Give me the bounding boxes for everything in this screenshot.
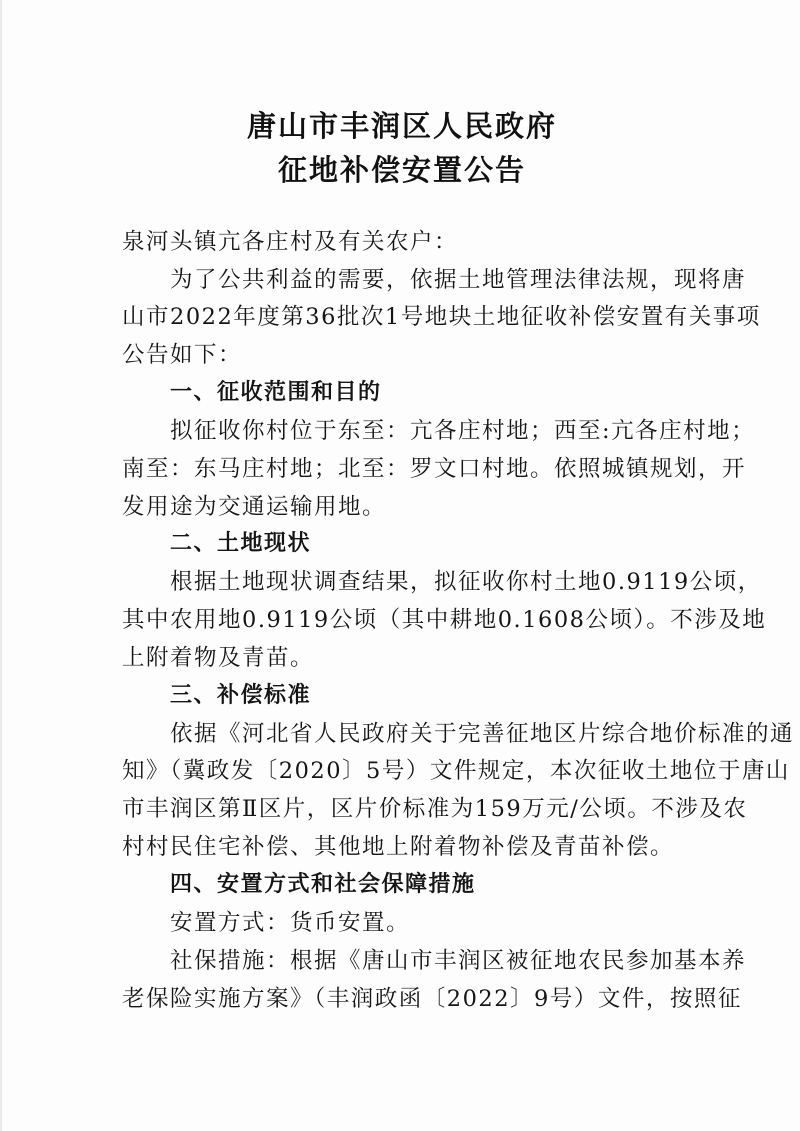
- paragraph-line: 安置方式：货币安置。: [170, 910, 411, 936]
- intro-line: 山市2022年度第36批次1号地块土地征收补偿安置有关事项: [122, 304, 761, 330]
- paragraph-line: 其中农用地0.9119公顷（其中耕地0.1608公顷）。不涉及地: [122, 607, 767, 633]
- addressee: 泉河头镇亢各庄村及有关农户：: [122, 229, 459, 255]
- paragraph-line: 老保险实施方案》（丰润政函〔2022〕9号）文件，按照征: [122, 986, 742, 1012]
- section-heading: 三、补偿标准: [170, 683, 312, 708]
- paragraph-line: 社保措施：根据《唐山市丰润区被征地农民参加基本养: [170, 948, 747, 974]
- paragraph-line: 知》（冀政发〔2020〕5号）文件规定，本次征收土地位于唐山: [122, 758, 790, 784]
- intro-line: 为了公共利益的需要，依据土地管理法律法规，现将唐: [170, 267, 747, 293]
- section-heading: 二、土地现状: [170, 531, 312, 556]
- paragraph-line: 发用途为交通运输用地。: [122, 494, 387, 520]
- paragraph-line: 市丰润区第Ⅱ区片，区片价标准为159万元/公顷。不涉及农: [122, 796, 748, 822]
- paragraph-line: 村村民住宅补偿、其他地上附着物补偿及青苗补偿。: [122, 834, 675, 860]
- intro-line: 公告如下：: [122, 342, 243, 368]
- paragraph-line: 依据《河北省人民政府关于完善征地区片综合地价标准的通: [170, 721, 795, 747]
- paragraph-line: 拟征收你村位于东至：亢各庄村地；西至:亢各庄村地；: [170, 418, 756, 444]
- paragraph-line: 根据土地现状调查结果，拟征收你村土地0.9119公顷，: [170, 569, 762, 595]
- section-heading: 一、征收范围和目的: [170, 380, 382, 405]
- paragraph-line: 南至：东马庄村地；北至：罗文口村地。依照城镇规划，开: [122, 456, 747, 482]
- document-title-line1: 唐山市丰润区人民政府: [246, 109, 557, 143]
- paragraph-line: 上附着物及青苗。: [122, 645, 315, 671]
- document-title-line2: 征地补偿安置公告: [277, 153, 526, 187]
- section-heading: 四、安置方式和社会保障措施: [170, 872, 476, 897]
